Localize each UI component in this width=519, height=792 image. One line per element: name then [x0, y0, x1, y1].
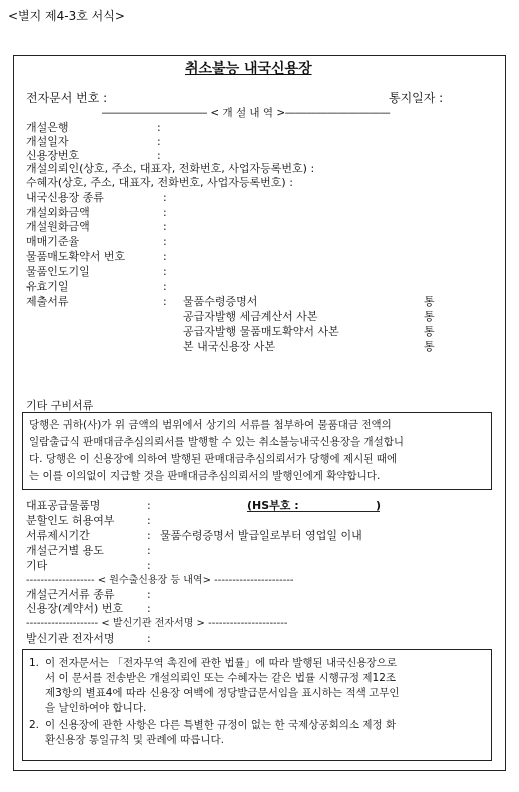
- statement-line: 는 이를 이의없이 지급할 것을 판매대금추심의뢰서의 발행인에게 확약합니다.: [29, 470, 381, 482]
- export-field-colon: :: [147, 602, 151, 615]
- document-unit: 통: [424, 295, 435, 308]
- export-field-label: 개설근거서류 종류: [26, 588, 115, 601]
- lower-field-label: 개설근거별 용도: [26, 544, 104, 557]
- field-colon: :: [163, 295, 167, 308]
- field-colon: :: [163, 235, 167, 248]
- other-docs-label: 기타 구비서류: [26, 399, 94, 412]
- export-field-colon: :: [147, 588, 151, 601]
- issuer-sign-label: 발신기관 전자서명: [26, 632, 115, 645]
- lower-field-label: 대표공급물품명: [26, 499, 101, 512]
- document-unit: 통: [424, 340, 435, 353]
- field-colon: :: [163, 280, 167, 293]
- note-line: 환신용장 통일규칙 및 관례에 따릅니다.: [45, 734, 224, 746]
- note-number: 1.: [29, 657, 40, 669]
- hs-code-label: (HS부호 :: [247, 499, 299, 512]
- statement-line: 일람출급식 판매대금추심의뢰서를 발행할 수 있는 취소불능내국신용장을 개설합니: [29, 436, 405, 448]
- lower-field-colon: :: [147, 529, 151, 542]
- field-colon: :: [163, 191, 167, 204]
- field-label: 제출서류: [26, 295, 69, 308]
- document-name: 공급자발행 세금계산서 사본: [183, 310, 318, 323]
- statement-line: 당행은 귀하(사)가 위 금액의 범위에서 상기의 서류를 첨부하여 물품대금 전액의: [29, 419, 392, 431]
- field-colon: :: [157, 135, 161, 148]
- note-line: 을 날인하여야 합니다.: [45, 702, 147, 714]
- issuer-sign-divider: -------------------- < 발신기관 전자서명 > ----------------------: [26, 618, 288, 629]
- lower-field-label: 분할인도 허용여부: [26, 514, 115, 527]
- field-label: 개설외화금액: [26, 206, 90, 219]
- note-line: 제3항의 별표4에 따라 신용장 여백에 정당발급문서임을 표시하는 적색 고무인: [45, 687, 400, 699]
- notify-date-label: 통지일자 :: [389, 91, 444, 105]
- statement-line: 다. 당행은 이 신용장에 의하여 발행된 판매대금추심의뢰서가 당행에 제시된 때에: [29, 453, 398, 465]
- field-colon: :: [163, 250, 167, 263]
- field-label: 개설은행: [26, 121, 69, 134]
- field-label: 내국신용장 종류: [26, 191, 104, 204]
- lower-field-label: 기타: [26, 559, 48, 572]
- issuer-sign-colon: :: [147, 632, 151, 645]
- note-number: 2.: [29, 719, 40, 731]
- field-colon: :: [157, 149, 161, 162]
- field-label: 수혜자(상호, 주소, 대표자, 전화번호, 사업자등록번호) :: [26, 176, 293, 189]
- export-field-label: 신용장(계약서) 번호: [26, 602, 124, 615]
- hs-code-close: ): [376, 499, 382, 512]
- field-colon: :: [157, 121, 161, 134]
- field-colon: :: [163, 265, 167, 278]
- field-colon: :: [163, 206, 167, 219]
- document-name: 물품수령증명서: [183, 295, 258, 308]
- form-number-label: <별지 제4-3호 서식>: [8, 9, 125, 23]
- note-line: 이 전자문서는 「전자무역 촉진에 관한 법률」에 따라 발행된 내국신용장으로: [45, 657, 397, 669]
- lower-field-colon: :: [147, 544, 151, 557]
- lower-field-colon: :: [147, 514, 151, 527]
- statement-box: [22, 412, 492, 490]
- open-details-divider: ―――――――――― < 개 설 내 역 >――――――――――: [102, 107, 391, 119]
- field-label: 신용장번호: [26, 149, 80, 162]
- field-label: 개설원화금액: [26, 220, 90, 233]
- document-name: 본 내국신용장 사본: [183, 340, 276, 353]
- field-label: 개설의뢰인(상호, 주소, 대표자, 전화번호, 사업자등록번호) :: [26, 162, 315, 175]
- lower-field-label: 서류제시기간: [26, 529, 90, 542]
- lower-field-colon: :: [147, 559, 151, 572]
- note-line: 서 이 문서를 전송받은 개설의뢰인 또는 수혜자는 같은 법률 시행규정 제12조: [45, 672, 397, 684]
- hs-code-underline: [247, 511, 380, 512]
- field-label: 물품매도확약서 번호: [26, 250, 126, 263]
- notes-box: [22, 649, 492, 761]
- field-label: 매매기준율: [26, 235, 80, 248]
- field-colon: :: [163, 220, 167, 233]
- doc-number-label: 전자문서 번호 :: [26, 91, 108, 105]
- field-label: 개설일자: [26, 135, 69, 148]
- note-line: 이 신용장에 관한 사항은 다른 특별한 규정이 없는 한 국제상공회의소 제정 화: [45, 719, 397, 731]
- export-lc-divider: ------------------- < 원수출신용장 등 내역> ----------------------: [26, 575, 294, 586]
- lower-field-colon: :: [147, 499, 151, 512]
- document-unit: 통: [424, 325, 435, 338]
- document-name: 공급자발행 물품매도확약서 사본: [183, 325, 339, 338]
- field-label: 유효기일: [26, 280, 69, 293]
- document-title: 취소불능 내국신용장: [185, 61, 312, 77]
- lower-field-value: 물품수령증명서 발급일로부터 영업일 이내: [160, 529, 362, 542]
- field-label: 물품인도기일: [26, 265, 90, 278]
- document-unit: 통: [424, 310, 435, 323]
